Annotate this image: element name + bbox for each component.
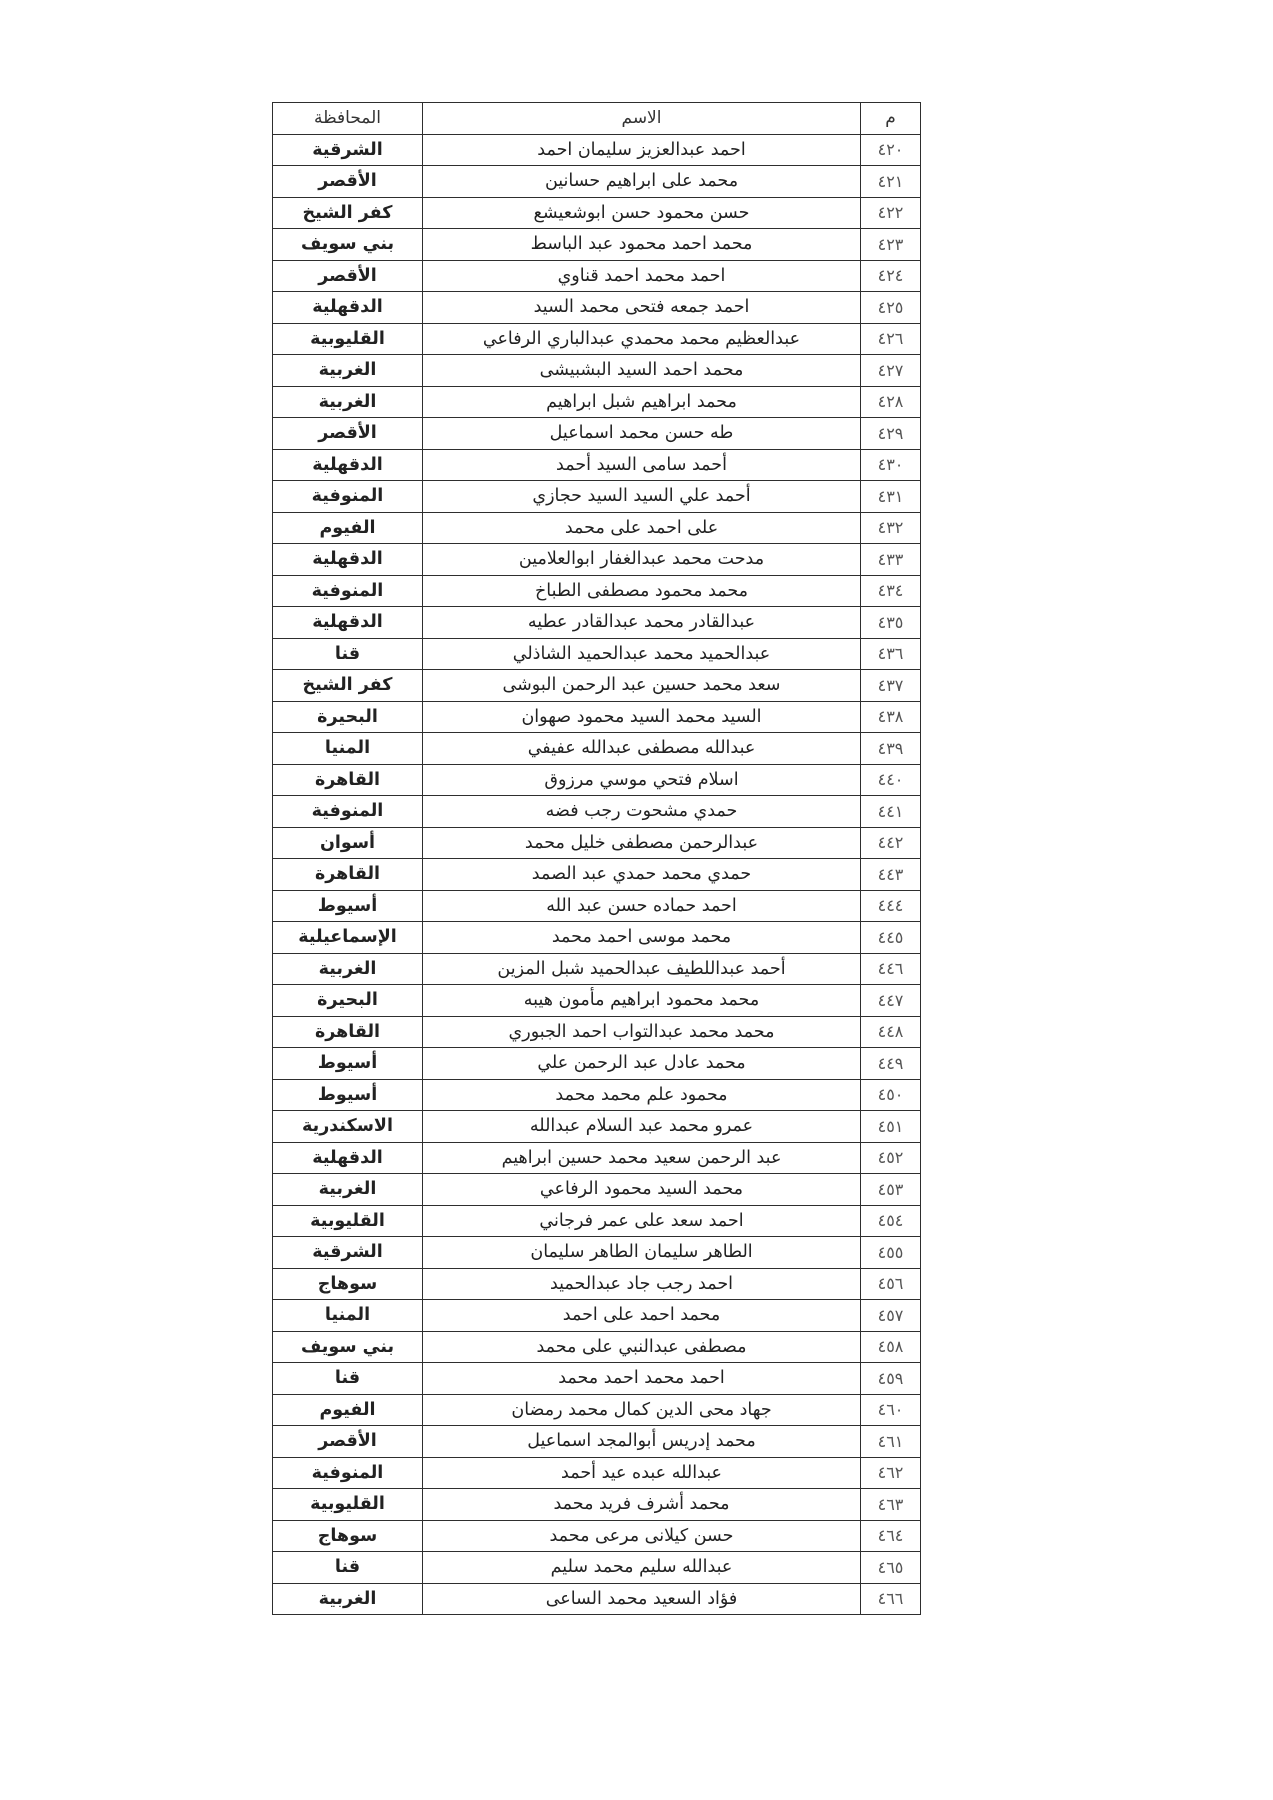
table-row xyxy=(273,1394,921,1426)
header-name: الاسم xyxy=(423,103,861,135)
row-number: ٤٣٤ xyxy=(861,575,921,607)
row-number: ٤٣٦ xyxy=(861,638,921,670)
row-name: عمرو محمد عبد السلام عبدالله xyxy=(423,1111,861,1143)
row-governorate: القاهرة xyxy=(273,764,423,796)
row-name: محمد احمد على احمد xyxy=(423,1300,861,1332)
row-governorate: المنوفية xyxy=(273,1457,423,1489)
row-governorate: المنيا xyxy=(273,733,423,765)
row-governorate: كفر الشيخ xyxy=(273,197,423,229)
row-name: الطاهر سليمان الطاهر سليمان xyxy=(423,1237,861,1269)
row-number: ٤٢٣ xyxy=(861,229,921,261)
row-governorate: الدقهلية xyxy=(273,607,423,639)
table-row xyxy=(273,197,921,229)
row-name: محمد السيد محمود الرفاعي xyxy=(423,1174,861,1206)
table-row xyxy=(273,953,921,985)
row-number: ٤٤٥ xyxy=(861,922,921,954)
row-number: ٤٣٧ xyxy=(861,670,921,702)
row-number: ٤٤٤ xyxy=(861,890,921,922)
row-name: احمد عبدالعزيز سليمان احمد xyxy=(423,134,861,166)
table-row xyxy=(273,638,921,670)
row-governorate: أسيوط xyxy=(273,1079,423,1111)
row-governorate: سوهاج xyxy=(273,1520,423,1552)
row-number: ٤٢٥ xyxy=(861,292,921,324)
row-number: ٤٤٧ xyxy=(861,985,921,1017)
row-number: ٤٢٦ xyxy=(861,323,921,355)
row-governorate: المنوفية xyxy=(273,481,423,513)
row-governorate: الاسكندرية xyxy=(273,1111,423,1143)
row-name: مصطفى عبدالنبي على محمد xyxy=(423,1331,861,1363)
table-row xyxy=(273,1111,921,1143)
row-governorate: القليوبية xyxy=(273,323,423,355)
row-number: ٤٢٤ xyxy=(861,260,921,292)
table-row xyxy=(273,1363,921,1395)
row-governorate: بني سويف xyxy=(273,1331,423,1363)
row-name: حمدي محمد حمدي عبد الصمد xyxy=(423,859,861,891)
row-number: ٤٤٨ xyxy=(861,1016,921,1048)
row-number: ٤٥٠ xyxy=(861,1079,921,1111)
row-name: سعد محمد حسين عبد الرحمن البوشى xyxy=(423,670,861,702)
table-row xyxy=(273,1426,921,1458)
row-name: عبدالرحمن مصطفى خليل محمد xyxy=(423,827,861,859)
row-governorate: أسيوط xyxy=(273,890,423,922)
row-number: ٤٥٧ xyxy=(861,1300,921,1332)
roster-table xyxy=(272,102,921,1615)
row-number: ٤٦٢ xyxy=(861,1457,921,1489)
row-name: احمد حماده حسن عبد الله xyxy=(423,890,861,922)
row-governorate: قنا xyxy=(273,1363,423,1395)
row-number: ٤٣٨ xyxy=(861,701,921,733)
row-name: احمد محمد احمد قناوي xyxy=(423,260,861,292)
table-row xyxy=(273,1331,921,1363)
row-name: عبد الرحمن سعيد محمد حسين ابراهيم xyxy=(423,1142,861,1174)
row-number: ٤٣٣ xyxy=(861,544,921,576)
row-name: على احمد على محمد xyxy=(423,512,861,544)
row-governorate: الدقهلية xyxy=(273,449,423,481)
row-number: ٤٢٠ xyxy=(861,134,921,166)
row-governorate: الأقصر xyxy=(273,1426,423,1458)
row-governorate: الأقصر xyxy=(273,418,423,450)
row-number: ٤٤٠ xyxy=(861,764,921,796)
table-row xyxy=(273,481,921,513)
row-governorate: القاهرة xyxy=(273,859,423,891)
row-name: محمد على ابراهيم حسانين xyxy=(423,166,861,198)
row-governorate: الغربية xyxy=(273,1583,423,1615)
table-row xyxy=(273,670,921,702)
table-row xyxy=(273,229,921,261)
row-name: محمد إدريس أبوالمجد اسماعيل xyxy=(423,1426,861,1458)
table-row xyxy=(273,796,921,828)
roster-sheet xyxy=(272,102,920,1615)
row-number: ٤٣٩ xyxy=(861,733,921,765)
row-number: ٤٥٥ xyxy=(861,1237,921,1269)
row-number: ٤٥٤ xyxy=(861,1205,921,1237)
row-number: ٤٥٣ xyxy=(861,1174,921,1206)
table-row xyxy=(273,544,921,576)
row-number: ٤٢٢ xyxy=(861,197,921,229)
table-row xyxy=(273,166,921,198)
row-name: حمدي مشحوت رجب فضه xyxy=(423,796,861,828)
row-name: احمد محمد احمد محمد xyxy=(423,1363,861,1395)
row-number: ٤٥٢ xyxy=(861,1142,921,1174)
row-name: محمد أشرف فريد محمد xyxy=(423,1489,861,1521)
row-governorate: البحيرة xyxy=(273,701,423,733)
row-name: عبدالله عبده عيد أحمد xyxy=(423,1457,861,1489)
row-name: احمد جمعه فتحى محمد السيد xyxy=(423,292,861,324)
row-number: ٤٤٦ xyxy=(861,953,921,985)
row-number: ٤٥٨ xyxy=(861,1331,921,1363)
row-governorate: المنوفية xyxy=(273,796,423,828)
row-governorate: القليوبية xyxy=(273,1205,423,1237)
table-row xyxy=(273,1300,921,1332)
row-number: ٤٢٩ xyxy=(861,418,921,450)
table-row xyxy=(273,512,921,544)
row-name: عبدالله سليم محمد سليم xyxy=(423,1552,861,1584)
row-name: عبدالله مصطفى عبدالله عفيفي xyxy=(423,733,861,765)
table-row xyxy=(273,1079,921,1111)
table-row xyxy=(273,701,921,733)
row-name: اسلام فتحي موسي مرزوق xyxy=(423,764,861,796)
row-number: ٤٣٥ xyxy=(861,607,921,639)
table-row xyxy=(273,1016,921,1048)
row-number: ٤٣٢ xyxy=(861,512,921,544)
row-governorate: الغربية xyxy=(273,1174,423,1206)
row-number: ٤٣٠ xyxy=(861,449,921,481)
row-governorate: سوهاج xyxy=(273,1268,423,1300)
row-governorate: الفيوم xyxy=(273,512,423,544)
row-number: ٤٢٧ xyxy=(861,355,921,387)
row-number: ٤٥١ xyxy=(861,1111,921,1143)
table-row xyxy=(273,1268,921,1300)
table-row xyxy=(273,323,921,355)
header-governorate: المحافظة xyxy=(273,103,423,135)
row-governorate: القليوبية xyxy=(273,1489,423,1521)
table-row xyxy=(273,1457,921,1489)
row-name: احمد رجب جاد عبدالحميد xyxy=(423,1268,861,1300)
row-governorate: الدقهلية xyxy=(273,292,423,324)
row-name: عبدالعظيم محمد محمدي عبدالباري الرفاعي xyxy=(423,323,861,355)
table-row xyxy=(273,1205,921,1237)
table-row xyxy=(273,1237,921,1269)
table-row xyxy=(273,859,921,891)
table-row xyxy=(273,1048,921,1080)
row-number: ٤٤٣ xyxy=(861,859,921,891)
row-number: ٤٦١ xyxy=(861,1426,921,1458)
row-number: ٤٦٤ xyxy=(861,1520,921,1552)
row-number: ٤٦٦ xyxy=(861,1583,921,1615)
row-number: ٤٢٨ xyxy=(861,386,921,418)
table-row xyxy=(273,985,921,1017)
table-row xyxy=(273,733,921,765)
row-number: ٤٦٣ xyxy=(861,1489,921,1521)
row-name: حسن محمود حسن ابوشعيشع xyxy=(423,197,861,229)
row-number: ٤٣١ xyxy=(861,481,921,513)
row-name: محمد محمود مصطفى الطباخ xyxy=(423,575,861,607)
row-governorate: كفر الشيخ xyxy=(273,670,423,702)
row-name: فؤاد السعيد محمد الساعى xyxy=(423,1583,861,1615)
table-row xyxy=(273,1520,921,1552)
row-governorate: قنا xyxy=(273,1552,423,1584)
table-row xyxy=(273,890,921,922)
header-number: م xyxy=(861,103,921,135)
row-name: أحمد عبداللطيف عبدالحميد شبل المزين xyxy=(423,953,861,985)
row-name: أحمد علي السيد السيد حجازي xyxy=(423,481,861,513)
row-name: جهاد محى الدين كمال محمد رمضان xyxy=(423,1394,861,1426)
row-governorate: قنا xyxy=(273,638,423,670)
table-row xyxy=(273,260,921,292)
row-name: عبدالقادر محمد عبدالقادر عطيه xyxy=(423,607,861,639)
row-governorate: المنوفية xyxy=(273,575,423,607)
row-name: عبدالحميد محمد عبدالحميد الشاذلي xyxy=(423,638,861,670)
row-governorate: البحيرة xyxy=(273,985,423,1017)
table-row xyxy=(273,1142,921,1174)
row-name: محمد ابراهيم شبل ابراهيم xyxy=(423,386,861,418)
table-row xyxy=(273,1489,921,1521)
row-name: محمد احمد محمود عبد الباسط xyxy=(423,229,861,261)
table-row xyxy=(273,355,921,387)
table-row xyxy=(273,292,921,324)
row-name: محمد عادل عبد الرحمن علي xyxy=(423,1048,861,1080)
row-governorate: الأقصر xyxy=(273,166,423,198)
row-governorate: الدقهلية xyxy=(273,1142,423,1174)
row-governorate: الأقصر xyxy=(273,260,423,292)
row-governorate: القاهرة xyxy=(273,1016,423,1048)
row-number: ٤٤٢ xyxy=(861,827,921,859)
row-number: ٤٦٠ xyxy=(861,1394,921,1426)
row-name: محمود علم محمد محمد xyxy=(423,1079,861,1111)
row-number: ٤٢١ xyxy=(861,166,921,198)
table-row xyxy=(273,1552,921,1584)
row-number: ٤٦٥ xyxy=(861,1552,921,1584)
table-row xyxy=(273,1174,921,1206)
row-governorate: الشرقية xyxy=(273,1237,423,1269)
table-row xyxy=(273,386,921,418)
row-name: محمد احمد السيد البشبيشى xyxy=(423,355,861,387)
header-row xyxy=(273,103,921,135)
row-governorate: الفيوم xyxy=(273,1394,423,1426)
row-governorate: الغربية xyxy=(273,953,423,985)
row-name: محمد محمود ابراهيم مأمون هيبه xyxy=(423,985,861,1017)
row-number: ٤٥٩ xyxy=(861,1363,921,1395)
row-name: مدحت محمد عبدالغفار ابوالعلامين xyxy=(423,544,861,576)
row-name: طه حسن محمد اسماعيل xyxy=(423,418,861,450)
row-name: محمد محمد عبدالتواب احمد الجبوري xyxy=(423,1016,861,1048)
row-governorate: الغربية xyxy=(273,386,423,418)
row-number: ٤٤٩ xyxy=(861,1048,921,1080)
row-governorate: الغربية xyxy=(273,355,423,387)
row-governorate: الإسماعيلية xyxy=(273,922,423,954)
table-row xyxy=(273,1583,921,1615)
row-governorate: المنيا xyxy=(273,1300,423,1332)
table-row xyxy=(273,922,921,954)
row-governorate: أسيوط xyxy=(273,1048,423,1080)
row-name: احمد سعد على عمر فرجاني xyxy=(423,1205,861,1237)
table-row xyxy=(273,449,921,481)
table-row xyxy=(273,764,921,796)
row-name: حسن كيلانى مرعى محمد xyxy=(423,1520,861,1552)
row-name: محمد موسى احمد محمد xyxy=(423,922,861,954)
row-governorate: الشرقية xyxy=(273,134,423,166)
table-row xyxy=(273,607,921,639)
roster-body xyxy=(273,134,921,1615)
table-row xyxy=(273,575,921,607)
table-row xyxy=(273,134,921,166)
row-governorate: الدقهلية xyxy=(273,544,423,576)
table-row xyxy=(273,418,921,450)
row-governorate: بني سويف xyxy=(273,229,423,261)
row-governorate: أسوان xyxy=(273,827,423,859)
row-name: السيد محمد السيد محمود صهوان xyxy=(423,701,861,733)
row-name: أحمد سامى السيد أحمد xyxy=(423,449,861,481)
table-row xyxy=(273,827,921,859)
row-number: ٤٥٦ xyxy=(861,1268,921,1300)
row-number: ٤٤١ xyxy=(861,796,921,828)
